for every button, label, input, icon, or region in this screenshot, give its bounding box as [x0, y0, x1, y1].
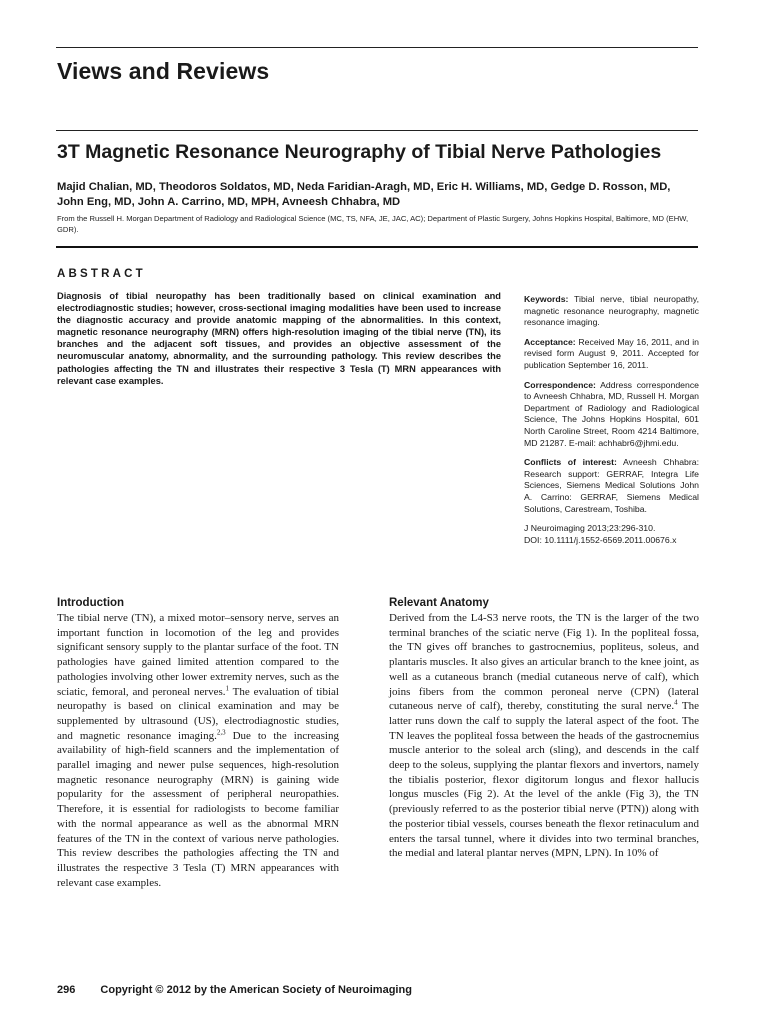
correspondence-block: [524, 380, 699, 450]
citation-ref: 4: [674, 698, 678, 707]
anatomy-text: [389, 611, 699, 861]
keywords-text: Tibial nerve, tibial neuropathy, magnetic resonance neurography, magnetic resonance imaging.: [524, 294, 699, 328]
page-footer: [57, 984, 412, 996]
abstract-heading: ABSTRACT: [57, 268, 146, 280]
introduction-section: [57, 597, 339, 890]
citation-ref: 1: [225, 683, 229, 692]
introduction-heading: Introduction: [57, 597, 125, 609]
journal-citation: J Neuroimaging 2013;23:296-310.: [524, 523, 656, 534]
author-list: Majid Chalian, MD, Theodoros Soldatos, MD, Neda Faridian-Aragh, MD, Eric H. Williams, MD, Gedge D. Rosson, MD, John Eng, MD, John A. Carrino, MD, MPH, Avneesh Chhabra, MD: [57, 181, 671, 208]
acceptance-text: Received May 16, 2011, and in revised form August 9, 2011. Accepted for publication September 16, 2011.: [524, 336, 699, 370]
anatomy-heading: Relevant Anatomy: [389, 597, 489, 609]
keywords-block: [524, 294, 699, 329]
keywords-label: Keywords:: [524, 294, 569, 304]
title-rule: [56, 130, 698, 131]
intro-text-part: The evaluation of tibial neuropathy is based on clinical examination and may be supplemented by ultrasound (US), electrodiagnostic studies, and magnetic resonance imaging.: [57, 685, 339, 742]
copyright-notice: Copyright © 2012 by the American Society of Neuroimaging: [100, 984, 412, 996]
introduction-text: [57, 611, 339, 890]
page-number: 296: [57, 984, 76, 996]
correspondence-label: Correspondence:: [524, 379, 596, 390]
citation-ref: 2,3: [216, 727, 226, 736]
conflicts-text: Avneesh Chhabra: Research support: GERRAF, Integra Life Sciences, Siemens Medical Solutions John A. Carrino: GERRAF, Siemens Medical Solutions, Carestream, Toshiba.: [524, 457, 699, 514]
anatomy-text-part: Derived from the L4-S3 nerve roots, the TN is the larger of the two terminal branches of the sciatic nerve (Fig 1). In the popliteal fossa, the TN gives off branches to gastrocnemius, popliteus, soleus, and plantaris muscles. It also gives an articular branch to the knee joint, as well as a cutaneous branch (medial cutaneous nerve of calf), which joins fibers from the common peroneal nerve (CPN) (lateral cutaneous nerve of calf), thereby, constituting the sural nerve.: [389, 612, 699, 713]
conflicts-block: [524, 457, 699, 515]
intro-text-part: Due to the increasing availability of high-field scanners and the implementation of parallel imaging and newer pulse sequences, high-resolution magnetic resonance neurography (MRN) is gaining wide popularity for the assessment of peripheral neuropathies. Therefore, it is essential for radiologists to become familiar with the normal appearance as well as the abnormal MRN features of the TN in the context of various nerve pathologies. This review describes the pathologies affecting the TN and illustrates the respective 3 Tesla (T) MRN appearances with relevant case examples.: [57, 729, 339, 889]
anatomy-text-part: The latter runs down the calf to supply the lateral aspect of the foot. The TN leaves the popliteal fossa between the heads of the gastrocnemius muscle anterior to the soleal arch (sling), and descends in the calf deep to the soleus, supplying the plantar flexors and invertors, namely the tibialis posterior, flexor digitorum longus and flexor hallucis longus muscles (Fig 2). At the level of the ankle (Fig 3), the TN (previously referred to as the posterior tibial nerve (PTN)) along with the posterior tibial vessels, courses beneath the flexor retinaculum and enters the tarsal tunnel, where it divides into two terminal branches, the medial and lateral plantar nerves (MPN, LPN). In 10% of: [389, 700, 700, 860]
anatomy-section: [389, 597, 699, 861]
top-rule: [56, 47, 698, 48]
affiliation: From the Russell H. Morgan Department of Radiology and Radiological Science (MC, TS, NFA, JE, JAC, AC); Department of Plastic Surgery, Johns Hopkins Hospital, Baltimore, MD (EHW, GDR).: [57, 214, 689, 234]
conflicts-label: Conflicts of interest:: [524, 457, 617, 468]
intro-text-part: The tibial nerve (TN), a mixed motor–sensory nerve, serves an important function in locomotion of the leg and provides significant sensory supply to the plantar surface of the foot. TN pathologies have gained limited attention compared to the pathologies involving other lower extremity nerves, such as the sciatic, femoral, and peroneal nerves.: [57, 612, 339, 698]
abstract-text: Diagnosis of tibial neuropathy has been traditionally based on clinical examination and electrodiagnostic studies; however, cross-sectional imaging modalities have been used to increase the diagnostic accuracy and provide anatomic mapping of the abnormalities. In this context, magnetic resonance neurography (MRN) offers high-resolution imaging of the tibial nerve (TN), its branches and the adjacent soft tissues, and provides an objective assessment of the neuromuscular anatomy, abnormality, and the surrounding pathology. This review describes the pathologies affecting the TN and illustrates their respective 3 Tesla (T) MRN appearances with relevant case examples.: [57, 291, 501, 386]
section-title: Views and Reviews: [57, 58, 270, 84]
acceptance-block: [524, 337, 699, 372]
correspondence-text: Address correspondence to Avneesh Chhabra, MD, Russell H. Morgan Department of Radiology and Radiological Science, The Johns Hopkins Hospital, 601 North Caroline Street, Room 4214 Baltimore, MD 21287. E-mail: achhabr6@jhmi.edu.: [524, 379, 699, 448]
article-info-sidebar: [524, 294, 699, 546]
doi: DOI: 10.1111/j.1552-6569.2011.00676.x: [524, 534, 677, 545]
header-bottom-rule: [56, 246, 698, 248]
acceptance-label: Acceptance:: [524, 336, 576, 347]
article-title: 3T Magnetic Resonance Neurography of Tibial Nerve Pathologies: [57, 141, 662, 163]
